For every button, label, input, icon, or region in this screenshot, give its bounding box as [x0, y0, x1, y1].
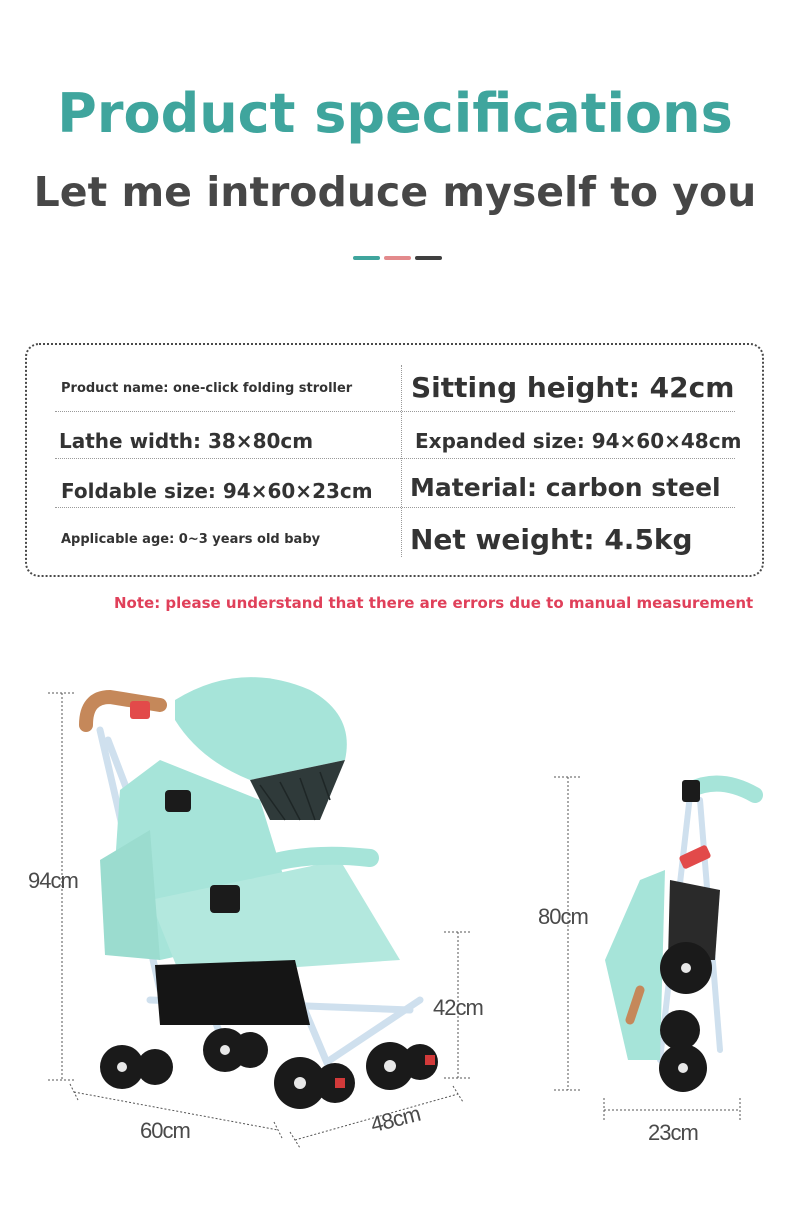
dimension-height-label: 94cm [28, 868, 78, 893]
spec-product-name: Product name: one-click folding stroller [61, 381, 353, 396]
spec-applicable-age: Applicable age: 0~3 years old baby [61, 532, 321, 547]
dimension-folded-width-label: 23cm [648, 1120, 698, 1145]
page-subtitle: Let me introduce myself to you [33, 168, 757, 216]
spec-lathe-width: Lathe width: 38×80cm [59, 429, 314, 453]
measurement-note: Note: please understand that there are errors due to manual measurement [114, 594, 754, 612]
page-title: Product specifications [57, 82, 733, 145]
open-stroller-image [86, 677, 438, 1109]
spec-material: Material: carbon steel [410, 473, 721, 502]
spec-sitting-height: Sitting height: 42cm [411, 371, 735, 404]
dimension-seat-height-label: 42cm [433, 995, 483, 1020]
folded-stroller-image [605, 780, 755, 1092]
spec-foldable-size: Foldable size: 94×60×23cm [61, 479, 373, 503]
spec-net-weight: Net weight: 4.5kg [410, 523, 693, 556]
dimension-width-label: 48cm [368, 1100, 423, 1138]
spec-expanded-size: Expanded size: 94×60×48cm [415, 429, 742, 453]
dimension-length-label: 60cm [140, 1118, 190, 1143]
dimension-folded-height-label: 80cm [538, 904, 588, 929]
